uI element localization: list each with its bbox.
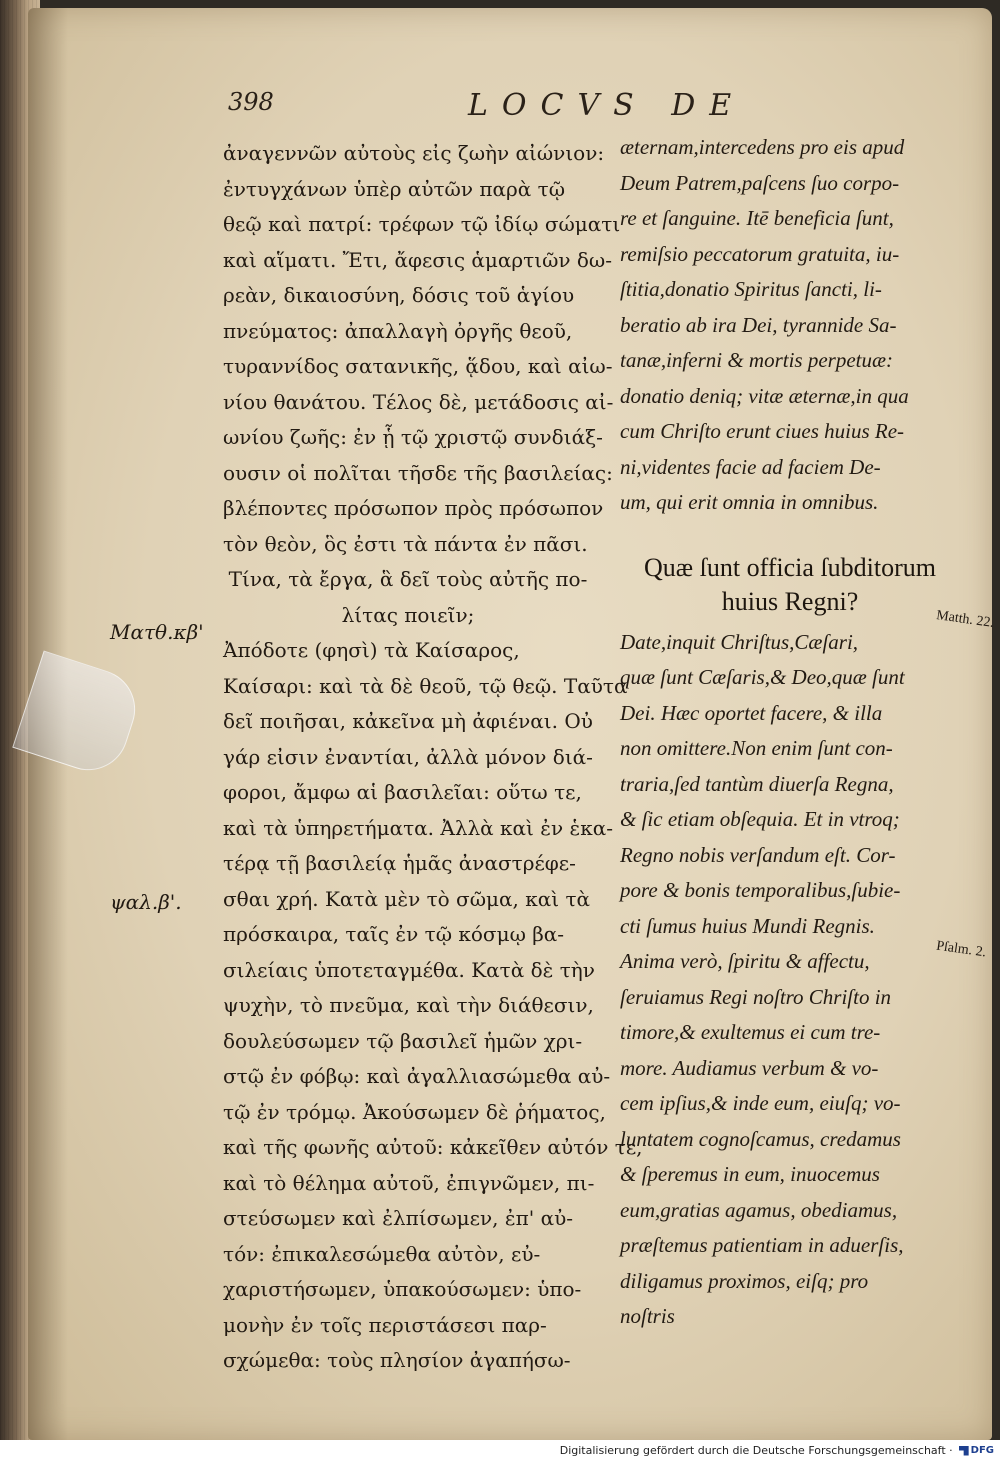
text-line: Date,inquit Chriſtus,Cæſari, — [620, 629, 859, 654]
text-line: non omittere.Non enim ſunt con- — [620, 736, 893, 760]
text-line: δεῖ ποιῆσαι, κἀκεῖνα μὴ ἀφιέναι. Οὐ — [223, 709, 593, 733]
greek-paragraph-1 — [223, 136, 621, 562]
text-line: luntatem cognoſcamus, credamus — [620, 1126, 901, 1151]
text-line: cum Chriſto erunt ciues huius Re- — [620, 419, 905, 443]
text-line: ωνίου ζωῆς: ἐν ᾗ τῷ χριστῷ συνδιάξ- — [223, 425, 603, 449]
text-line: καὶ τὸ θέλημα αὐτοῦ, ἐπιγνῶμεν, πι- — [223, 1170, 595, 1195]
text-line: cem ipſius,& inde eum, eiuſq; vo- — [620, 1091, 901, 1115]
greek-paragraph-2 — [223, 633, 643, 1379]
text-line: & ſperemus in eum, inuocemus — [620, 1162, 880, 1186]
text-line: quæ ſunt Cæſaris,& Deo,quæ ſunt — [620, 665, 905, 689]
page-number: 398 — [228, 88, 274, 116]
text-line: τῷ ἐν τρόμῳ. Ἀκούσωμεν δὲ ῥήματος, — [223, 1099, 606, 1124]
text-line: μονὴν ἐν τοῖς περιστάσεσι παρ- — [223, 1312, 547, 1337]
section-heading — [620, 551, 960, 619]
text-line: Deum Patrem,paſcens ſuo corpo- — [620, 170, 900, 195]
text-line: ουσιν οἱ πολῖται τῆσδε τῆς βασιλείας: — [223, 460, 613, 485]
text-line: νίου θανάτου. Τέλος δὲ, μετάδοσις αἰ- — [223, 389, 614, 414]
text-line: γάρ εἰσιν ἐναντίαι, ἀλλὰ μόνον διά- — [223, 744, 593, 769]
dfg-logo-text: DFG — [970, 1445, 994, 1456]
text-line: τέρᾳ τῇ βασιλείᾳ ἡμᾶς ἀναστρέφε- — [223, 851, 576, 875]
dfg-logo — [959, 1445, 994, 1456]
text-line: ἀναγεννῶν αὐτοὺς εἰς ζωὴν αἰώνιον: — [223, 141, 605, 165]
text-line: δουλεύσωμεν τῷ βασιλεῖ ἡμῶν χρι- — [223, 1028, 583, 1053]
margin-note-psalm-latin: Pſalm. 2. — [935, 938, 988, 961]
text-line: λίτας ποιεῖν; — [341, 602, 475, 627]
margin-note-matthew-latin: Matth. 22. — [935, 608, 995, 631]
text-line: Regno nobis verſandum eſt. Cor- — [620, 842, 896, 867]
margin-note-matthew-greek: Ματθ.κβ' — [110, 620, 204, 644]
text-line: tanæ,inferni & mortis perpetuæ: — [620, 348, 893, 372]
margin-note-psalm-greek: ψαλ.β'. — [110, 890, 182, 914]
text-line: χαριστήσωμεν, ὑπακούσωμεν: ὑπο- — [223, 1277, 582, 1301]
text-line: timore,& exultemus ei cum tre- — [620, 1020, 881, 1044]
funding-credit: Digitalisierung gefördert durch die Deutsche Forschungsgemeinschaft · — [559, 1444, 953, 1457]
text-line: πρόσκαιρα, ταῖς ἐν τῷ κόσμῳ βα- — [223, 922, 565, 946]
text-line: καὶ τὰ ὑπηρετήματα. Ἀλλὰ καὶ ἐν ἑκα- — [223, 815, 613, 840]
text-line: ſeruiamus Regi noſtro Chriſto in — [620, 984, 892, 1009]
text-line: στεύσωμεν καὶ ἐλπίσωμεν, ἐπ' αὐ- — [223, 1206, 574, 1230]
text-line: pore & bonis temporalibus,ſubie- — [620, 878, 901, 902]
text-line: noſtris — [620, 1304, 675, 1328]
text-line: æternam,intercedens pro eis apud — [620, 135, 905, 159]
text-line: ſtitia,donatio Spiritus ſancti, li- — [620, 277, 882, 301]
text-line: donatio deniq; vitæ æternæ,in qua — [620, 383, 909, 408]
page-header — [228, 88, 932, 128]
text-line: σιλείαις ὑποτεταγμέθα. Κατὰ δὲ τὴν — [223, 957, 595, 982]
text-line: eum,gratias agamus, obediamus, — [620, 1197, 898, 1222]
text-line: φοροι, ἄμφω αἱ βασιλεῖαι: οὕτω τε, — [223, 780, 582, 804]
text-line: ἐντυγχάνων ὑπὲρ αὐτῶν παρὰ τῷ — [223, 176, 566, 201]
book-page — [28, 8, 995, 1440]
text-line: Τίνα, τὰ ἔργα, ἃ δεῖ τοὺς αὐτῆς πο- — [228, 567, 588, 591]
text-line: Dei. Hæc oportet facere, & illa — [620, 700, 883, 725]
text-line: um, qui erit omnia in omnibus. — [620, 490, 879, 514]
text-line: καὶ τῆς φωνῆς αὐτοῦ: κἀκεῖθεν αὐτόν τε, — [223, 1135, 643, 1159]
dfg-logo-icon — [959, 1446, 969, 1456]
running-head: LOCVS DE — [468, 88, 746, 123]
latin-column — [620, 130, 960, 1335]
text-line: σχώμεθα: τοὺς πλησίον ἀγαπήσω- — [223, 1348, 571, 1372]
text-line: cti ſumus huius Mundi Regnis. — [620, 913, 875, 938]
greek-question — [223, 562, 593, 633]
text-line: ρεὰν, δικαιοσύνη, δόσις τοῦ ἁγίου — [223, 283, 575, 307]
text-line: traria,ſed tantùm diuerſa Regna, — [620, 771, 894, 796]
text-line: remiſsio peccatorum gratuita, iu- — [620, 241, 900, 266]
text-line: & ſic etiam obſequia. Et in vtroq; — [620, 807, 900, 831]
text-line: beratio ab ira Dei, tyrannide Sa- — [620, 312, 897, 337]
text-line: καὶ αἵματι. Ἔτι, ἄφεσις ἁμαρτιῶν δω- — [223, 247, 612, 272]
heading-line-1: Quæ ſunt officia ſubditorum — [644, 552, 936, 582]
text-line: τὸν θεὸν, ὃς ἐστι τὰ πάντα ἐν πᾶσι. — [223, 531, 588, 556]
latin-paragraph-1 — [620, 130, 960, 521]
text-line: Anima verò, ſpiritu & affectu, — [620, 949, 870, 973]
latin-paragraph-2 — [620, 625, 960, 1335]
text-line: ni,videntes facie ad faciem De- — [620, 454, 881, 479]
text-line: τόν: ἐπικαλεσώμεθα αὐτὸν, εὐ- — [223, 1241, 541, 1266]
digitization-footer — [0, 1440, 1000, 1461]
text-line: στῷ ἐν φόβῳ: καὶ ἀγαλλιασώμεθα αὐ- — [223, 1064, 611, 1088]
text-line: more. Audiamus verbum & vo- — [620, 1055, 879, 1080]
text-line: τυραννίδος σατανικῆς, ᾅδου, καὶ αἰω- — [223, 354, 613, 378]
greek-column — [223, 136, 643, 1379]
heading-line-2: huius Regni? — [721, 586, 859, 616]
text-line: θεῷ καὶ πατρί: τρέφων τῷ ἰδίῳ σώματι — [223, 212, 621, 236]
text-line: πνεύματος: ἀπαλλαγὴ ὀργῆς θεοῦ, — [223, 318, 573, 343]
text-line: Ἀπόδοτε (φησὶ) τὰ Καίσαρος, — [223, 638, 520, 662]
text-line: ψυχὴν, τὸ πνεῦμα, καὶ τὴν διάθεσιν, — [223, 993, 594, 1017]
text-line: præſtemus patientiam in aduerſis, — [620, 1233, 904, 1257]
text-line: diligamus proximos, eiſq; pro — [620, 1268, 869, 1293]
text-line: Καίσαρι: καὶ τὰ δὲ θεοῦ, τῷ θεῷ. Ταῦτα — [223, 673, 628, 698]
text-line: σθαι χρή. Κατὰ μὲν τὸ σῶμα, καὶ τὰ — [223, 886, 591, 911]
text-line: βλέποντες πρόσωπον πρὸς πρόσωπον — [223, 496, 604, 520]
text-line: re et ſanguine. Itē beneficia ſunt, — [620, 206, 894, 230]
